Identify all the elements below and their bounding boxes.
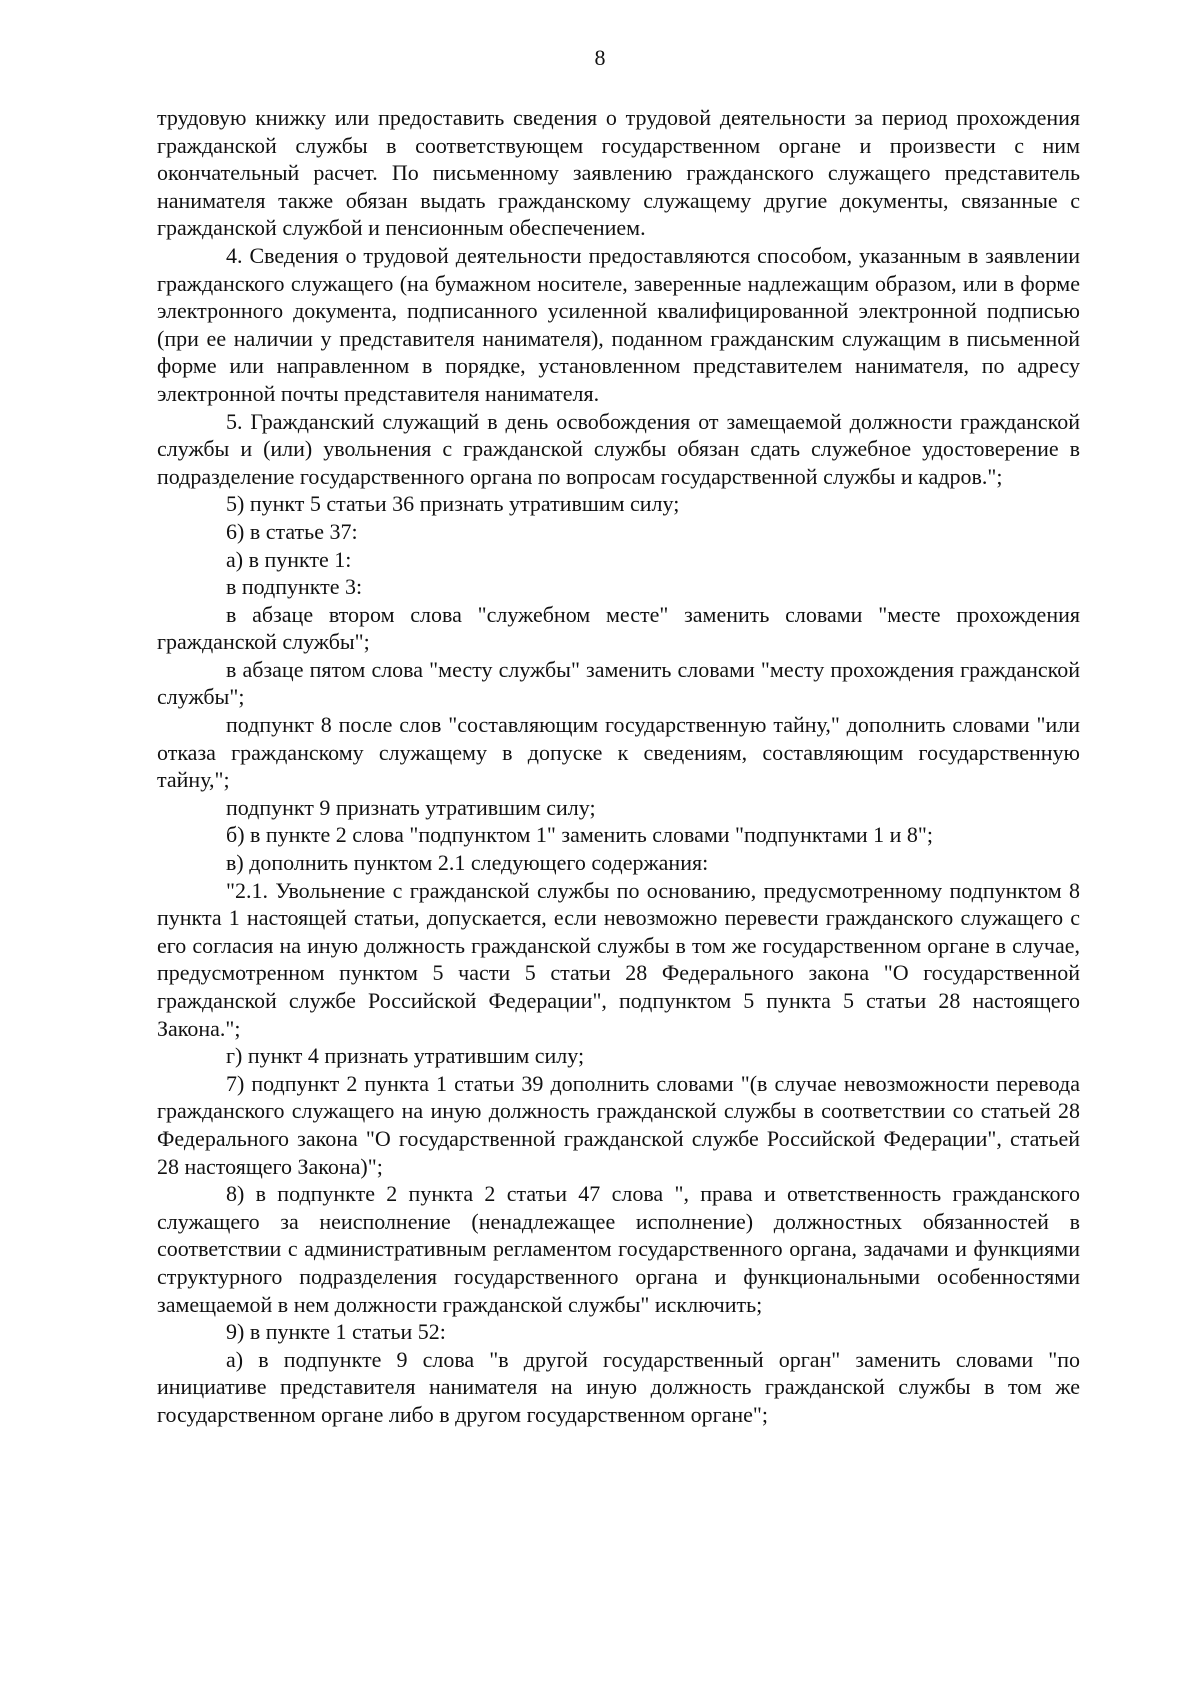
paragraph: 4. Сведения о трудовой деятельности предоставляются способом, указанным в заявлении гражданского служащего (на бумажном носителе, заверенные надлежащим образом, или в форме электронного документа, подписанного усиленной квалифицированной электронной подписью (при ее наличии у представителя нанимателя), поданном гражданским служащим в письменной форме или направленном в порядке, установленном представителем нанимателя, по адресу электронной почты представителя нанимателя. (157, 242, 1080, 406)
paragraph: подпункт 9 признать утратившим силу; (226, 794, 596, 820)
paragraph: 8) в подпункте 2 пункта 2 статьи 47 слова ", права и ответственность гражданского служащего за неисполнение (ненадлежащее исполнение) должностных обязанностей в соответствии с административным регламентом государственного органа, задачами и функциями структурного подразделения государственного органа и функциональными особенностями замещаемой в нем должности гражданской службы" исключить; (157, 1181, 1080, 1317)
paragraph: "2.1. Увольнение с гражданской службы по основанию, предусмотренному подпунктом 8 пункта 1 настоящей статьи, допускается, если невозможно перевести гражданского служащего с его согласия на иную должность гражданской службы в том же государственном органе в случае, предусмотренном пунктом 5 части 5 статьи 28 Федерального закона "О государственной гражданской службе Российской Федерации", подпунктом 5 пункта 5 статьи 28 настоящего Закона."; (157, 877, 1080, 1041)
paragraph: в подпункте 3: (226, 574, 363, 600)
paragraph: 5) пункт 5 статьи 36 признать утратившим силу; (226, 491, 680, 517)
paragraph: б) в пункте 2 слова "подпунктом 1" заменить словами "подпунктами 1 и 8"; (226, 822, 934, 848)
page-number: 8 (594, 45, 606, 70)
paragraph: трудовую книжку или предоставить сведения о трудовой деятельности за период прохождения гражданской службы в соответствующем государственном органе и произвести с ним окончательный расчет. По письменному заявлению гражданского служащего представитель нанимателя также обязан выдать гражданскому служащему другие документы, связанные с гражданской службой и пенсионным обеспечением. (157, 105, 1080, 241)
paragraph: в) дополнить пунктом 2.1 следующего содержания: (226, 850, 709, 876)
paragraph: а) в подпункте 9 слова "в другой государственный орган" заменить словами "по инициативе представителя нанимателя на иную должность гражданской службы в том же государственном органе либо в другом государственном органе"; (157, 1346, 1080, 1427)
paragraph: г) пункт 4 признать утратившим силу; (226, 1043, 585, 1069)
paragraph: 6) в статье 37: (226, 518, 358, 544)
paragraph: в абзаце втором слова "служебном месте" заменить словами "месте прохождения гражданской службы"; (157, 601, 1080, 655)
paragraph: в абзаце пятом слова "месту службы" заменить словами "месту прохождения гражданской службы"; (157, 656, 1080, 710)
paragraph: 9) в пункте 1 статьи 52: (226, 1319, 446, 1345)
paragraph: 7) подпункт 2 пункта 1 статьи 39 дополнить словами "(в случае невозможности перевода гражданского служащего на иную должность гражданской службы в соответствии со статьей 28 Федерального закона "О государственной гражданской службе Российской Федерации", статьей 28 настоящего Закона)"; (157, 1070, 1080, 1179)
paragraph: 5. Гражданский служащий в день освобождения от замещаемой должности гражданской службы и (или) увольнения с гражданской службы обязан сдать служебное удостоверение в подразделение государственного органа по вопросам государственной службы и кадров."; (157, 408, 1080, 489)
document-body (157, 104, 1080, 1429)
paragraph: а) в пункте 1: (226, 546, 352, 572)
paragraph: подпункт 8 после слов "составляющим государственную тайну," дополнить словами "или отказа гражданскому служащему в допуске к сведениям, составляющим государственную тайну,"; (157, 712, 1080, 793)
